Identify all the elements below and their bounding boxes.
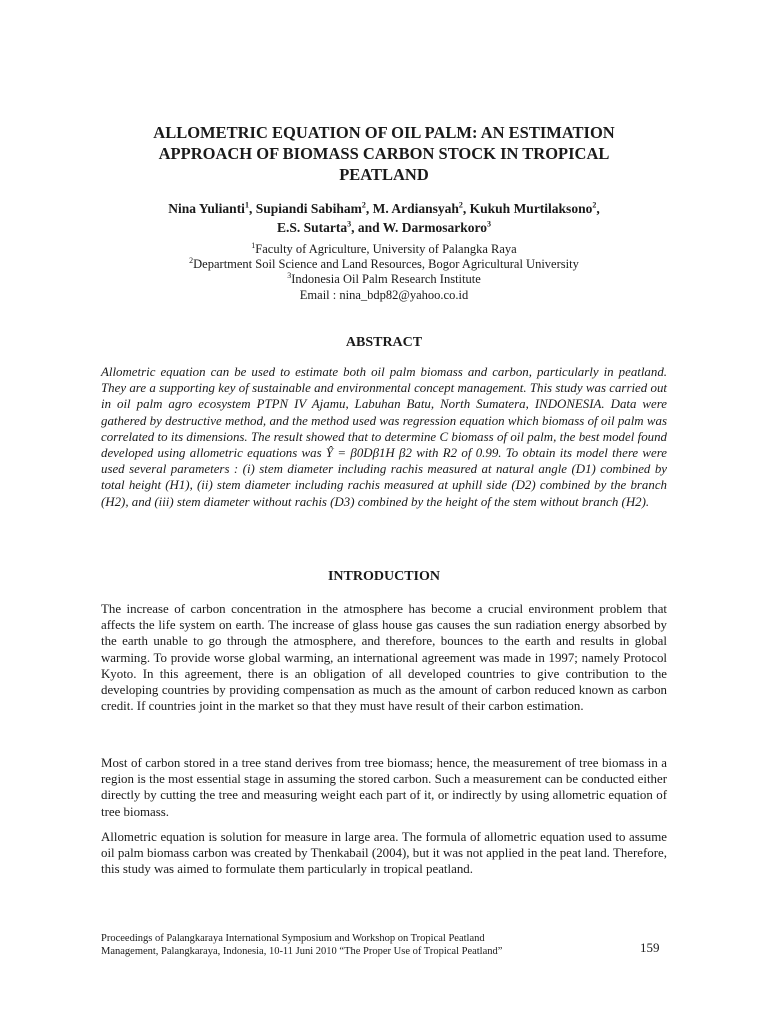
affiliation-mark: 1	[251, 240, 256, 250]
affiliation-line	[100, 272, 668, 287]
author-name: , Kukuh Murtilaksono	[462, 201, 593, 216]
affiliation-line	[100, 257, 668, 272]
author-list	[100, 199, 668, 237]
footer-line: Proceedings of Palangkaraya International Symposium and Workshop on Tropical Peatland	[101, 933, 485, 944]
abstract-body: Allometric equation can be used to estimate both oil palm biomass and carbon, particularly in peatland. They are a supporting key of sustainable and environmental concept management. This study was carried out in oil palm agro ecosystem PTPN IV Ajamu, Labuhan Batu, North Sumatera, INDONESIA. Data were gathered by destructive method, and the method used was regression equation which biomass of oil palm was correlated to its dimensions. The result showed that to determine C biomass of oil palm, the best model found developed using allometric equations was Ŷ = β0Dβ1H β2 with R2 of 0.99. To obtain its model there were used several parameters : (i) stem diameter including rachis measured at natural angle (D1) combined by total height (H1), (ii) stem diameter including rachis measured at uphill side (D2) combined by the branch (H2), and (iii) stem diameter without rachis (D3) combined by the height of the stem without branch (H2).	[101, 365, 667, 509]
author-affiliation-mark: 2	[361, 200, 366, 210]
author-name: , M. Ardiansyah	[365, 201, 459, 216]
author-separator: ,	[596, 201, 600, 216]
footer-line: Management, Palangkaraya, Indonesia, 10-11 Juni 2010 “The Proper Use of Tropical Peatland”	[101, 945, 503, 957]
page-number: 159	[640, 940, 660, 955]
affiliation-text: Department Soil Science and Land Resources, Bogor Agricultural University	[193, 257, 579, 272]
affiliations	[100, 242, 668, 303]
abstract-heading: ABSTRACT	[345, 335, 423, 350]
author-line	[100, 218, 668, 237]
introduction-paragraph: Allometric equation is solution for measure in large area. The formula of allometric equation used to assume oil palm biomass carbon was created by Thenkabail (2004), but it was not applied in the peat land. Therefore, this study was aimed to formulate them particularly in tropical peatland.	[101, 830, 667, 877]
author-name: E.S. Sutarta	[276, 220, 348, 235]
introduction-heading: INTRODUCTION	[327, 569, 440, 584]
author-affiliation-mark: 2	[592, 200, 597, 210]
title-line: APPROACH OF BIOMASS CARBON STOCK IN TROPICAL	[158, 144, 610, 163]
affiliation-mark: 2	[189, 256, 194, 266]
author-name: , and W. Darmosarkoro	[351, 220, 488, 235]
author-affiliation-mark: 1	[244, 200, 249, 210]
paper-title	[100, 122, 668, 185]
affiliation-text: Indonesia Oil Palm Research Institute	[291, 272, 481, 287]
title-line: ALLOMETRIC EQUATION OF OIL PALM: AN ESTIMATION	[153, 123, 615, 142]
author-name: , Supiandi Sabiham	[248, 201, 362, 216]
affiliation-mark: 3	[287, 271, 292, 281]
author-line	[100, 199, 668, 218]
introduction-paragraph: Most of carbon stored in a tree stand derives from tree biomass; hence, the measurement of tree biomass in a region is the most essential stage in assuming the stored carbon. Such a measurement can be conducted either directly by cutting the tree and measuring weight each part of it, or indirectly by using allometric equation of tree biomass.	[101, 756, 667, 819]
introduction-paragraph: The increase of carbon concentration in the atmosphere has become a crucial environment problem that affects the life system on earth. The increase of glass house gas causes the sun radiation energy absorbed by the earth unable to go through the atmosphere, and therefore, bounces to the earth and results in global warming. To provide worse global warming, an international agreement was made in 1997; namely Protocol Kyoto. In this agreement, there is an obligation of all developed countries to give contribution to the developing countries by providing compensation as much as the amount of carbon reduced known as carbon credit. If countries joint in the market so that they must have result of their carbon estimation.	[101, 602, 667, 714]
affiliation-line	[100, 242, 668, 257]
author-affiliation-mark: 3	[487, 219, 492, 229]
author-affiliation-mark: 2	[458, 200, 463, 210]
author-name: Nina Yulianti	[168, 201, 245, 216]
affiliation-text: Faculty of Agriculture, University of Palangka Raya	[255, 242, 517, 256]
author-affiliation-mark: 3	[347, 219, 352, 229]
email-line: Email : nina_bdp82@yahoo.co.id	[299, 287, 469, 302]
title-line: PEATLAND	[339, 165, 429, 184]
proceedings-footer	[101, 933, 502, 958]
